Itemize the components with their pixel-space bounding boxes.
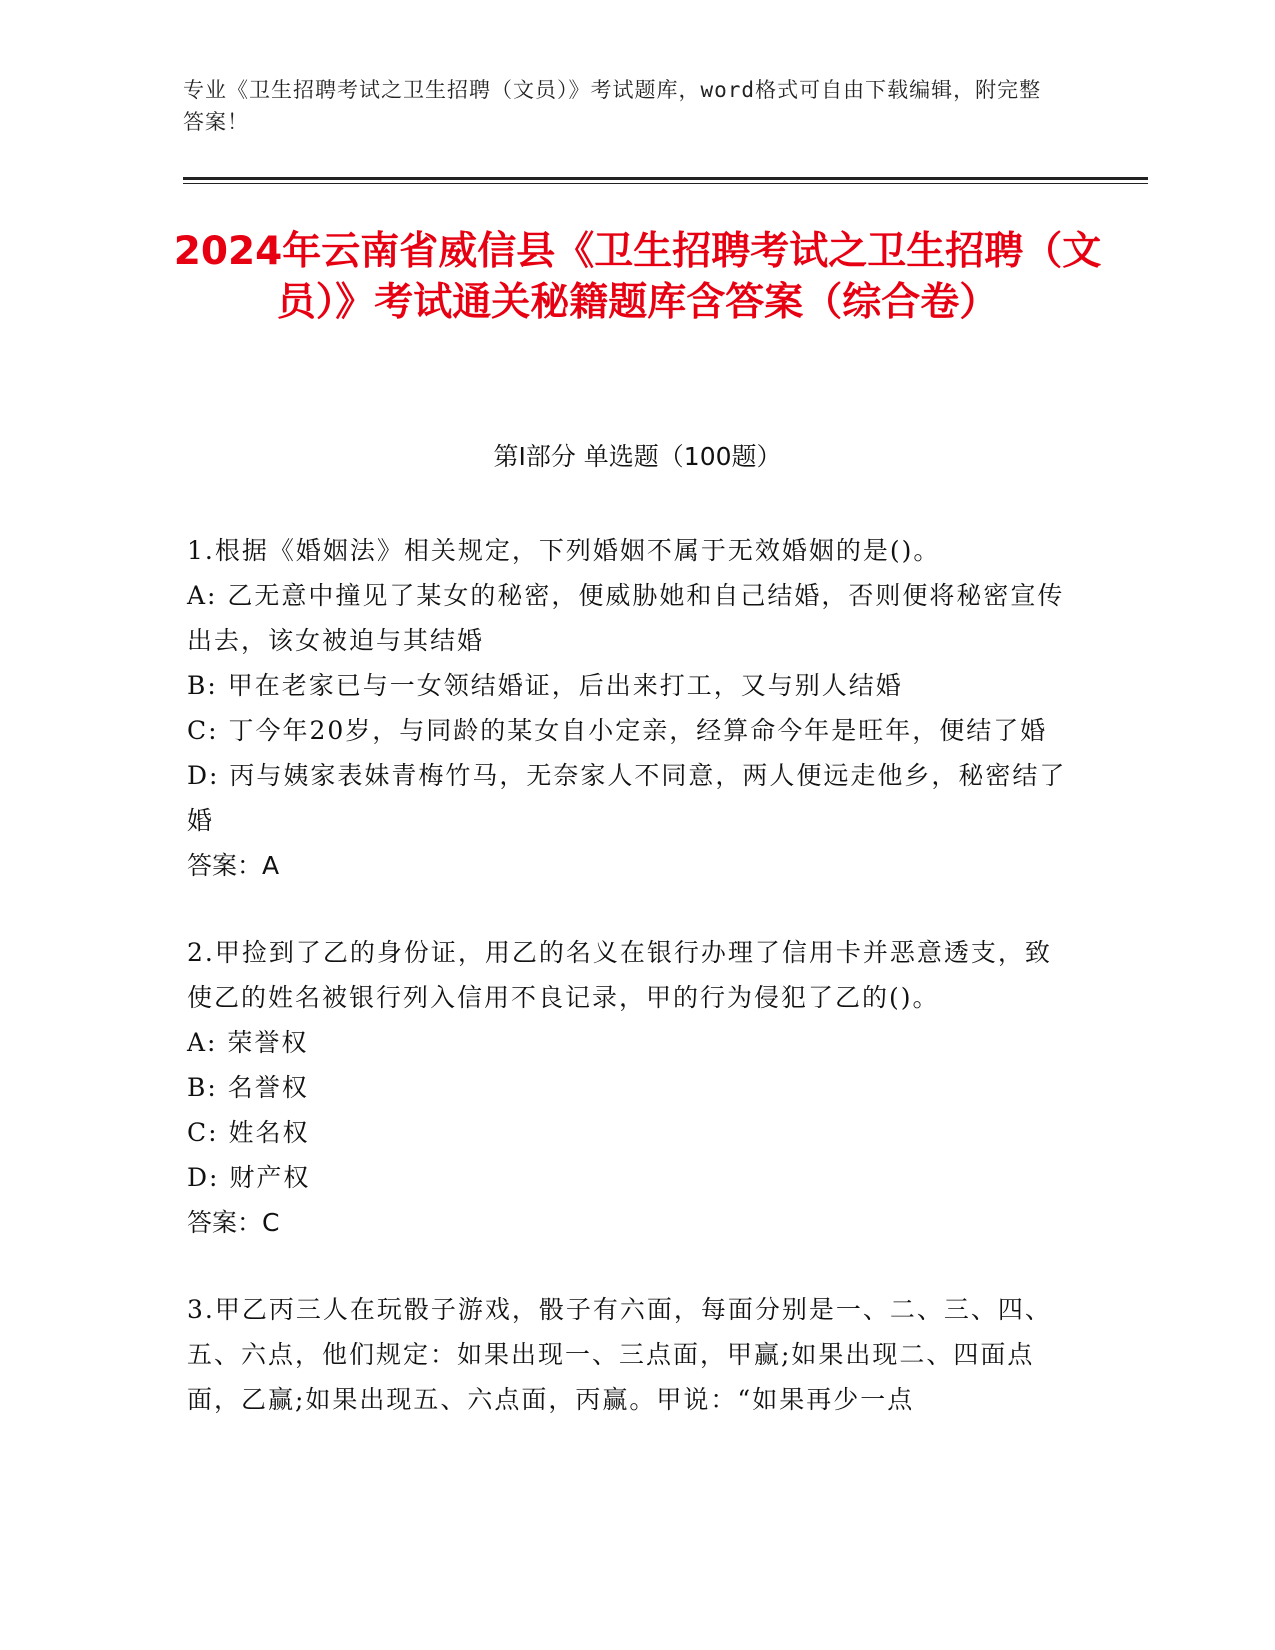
option-d: D: 丙与姨家表妹青梅竹马，无奈家人不同意，两人便远走他乡，秘密结了婚 bbox=[187, 761, 1067, 835]
option-a: A: 乙无意中撞见了某女的秘密，便威胁她和自己结婚，否则便将秘密宣传出去，该女被迫与其结婚 bbox=[187, 581, 1065, 655]
answer-line: 答案：C bbox=[187, 1208, 280, 1237]
question-stem: 2.甲捡到了乙的身份证，用乙的名义在银行办理了信用卡并恶意透支，致使乙的姓名被银行列入信用不良记录，甲的行为侵犯了乙的()。 bbox=[187, 938, 1052, 1012]
question-stem: 1.根据《婚姻法》相关规定，下列婚姻不属于无效婚姻的是()。 bbox=[187, 536, 941, 565]
header-note: 专业《卫生招聘考试之卫生招聘（文员）》考试题库，word格式可自由下载编辑，附完整答案！ bbox=[183, 78, 1042, 134]
option-c: C: 丁今年20岁，与同龄的某女自小定亲，经算命今年是旺年，便结了婚 bbox=[187, 716, 1048, 745]
answer-line: 答案：A bbox=[187, 851, 280, 880]
question-1 bbox=[187, 528, 1069, 888]
header-rule-thin bbox=[183, 183, 1148, 184]
document-title: 2024年云南省威信县《卫生招聘考试之卫生招聘（文员）》考试通关秘籍题库含答案（综合卷） bbox=[173, 229, 1102, 325]
option-c: C: 姓名权 bbox=[187, 1118, 310, 1147]
option-d: D: 财产权 bbox=[187, 1163, 311, 1192]
section-title: 第Ⅰ部分 单选题（100题） bbox=[493, 442, 782, 471]
question-2 bbox=[187, 930, 1069, 1245]
option-b: B: 甲在老家已与一女领结婚证，后出来打工，又与别人结婚 bbox=[187, 671, 903, 700]
option-b: B: 名誉权 bbox=[187, 1073, 309, 1102]
option-a: A: 荣誉权 bbox=[187, 1028, 309, 1057]
question-stem: 3.甲乙丙三人在玩骰子游戏，骰子有六面，每面分别是一、二、三、四、五、六点，他们规定：如果出现一、三点面，甲赢;如果出现二、四面点面，乙赢;如果出现五、六点面，丙赢。甲说：“如果再少一点 bbox=[187, 1295, 1052, 1414]
header-rule-thick bbox=[183, 177, 1148, 180]
question-list bbox=[187, 528, 1069, 1464]
question-3 bbox=[187, 1287, 1069, 1422]
